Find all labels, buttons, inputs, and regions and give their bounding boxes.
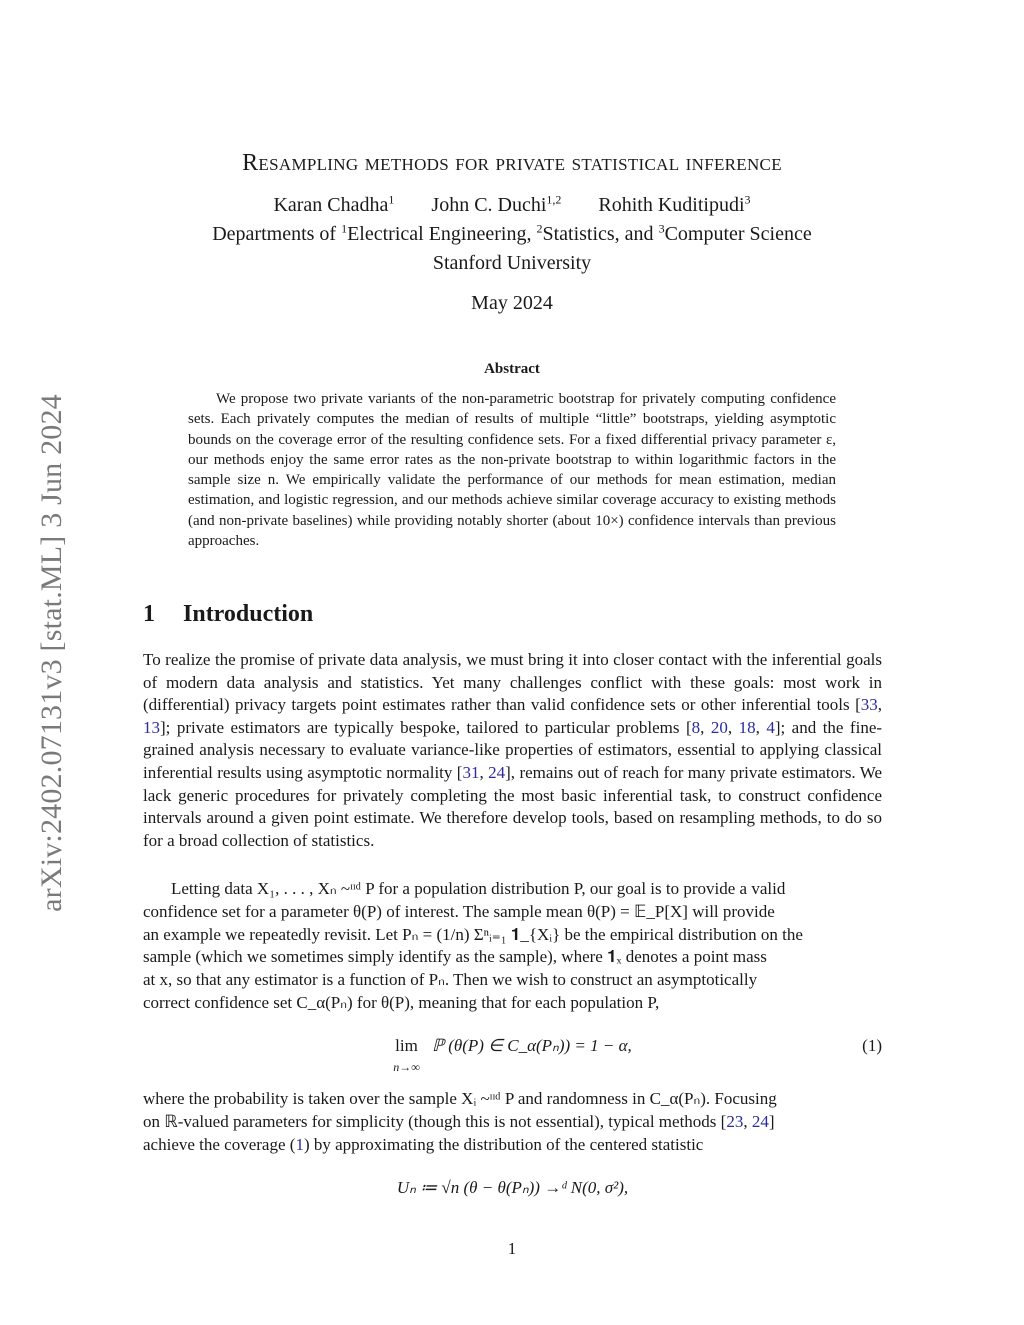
- intro-paragraph-2: [143, 878, 882, 1015]
- text-line: achieve the coverage (1) by approximating the distribution of the centered statistic: [143, 1134, 704, 1154]
- equation-number: (1): [862, 1036, 882, 1055]
- affiliation-university: Stanford University: [432, 252, 592, 274]
- citation-link[interactable]: 24: [488, 762, 506, 782]
- text-line: on ℝ-valued parameters for simplicity (though this is not essential), typical methods [23, 24]: [143, 1111, 775, 1131]
- section-number: 1: [143, 601, 155, 627]
- abstract-heading: Abstract: [484, 361, 540, 377]
- author: Rohith Kuditipudi$^3$: [598, 192, 751, 216]
- text-line: at x, so that any estimator is a function of Pₙ. Then we wish to construct an asymptotically: [143, 970, 758, 990]
- section-title: Introduction: [183, 601, 314, 627]
- text-line: correct confidence set C_α(Pₙ) for θ(P), meaning that for each population P,: [143, 992, 660, 1012]
- citation-link[interactable]: 8: [691, 717, 701, 737]
- citation-link[interactable]: 24: [751, 1111, 769, 1131]
- page-number: 1: [507, 1239, 517, 1258]
- paper-title: Resampling methods for private statistical inference: [242, 150, 782, 176]
- limit-operator: lim n→∞: [393, 1036, 420, 1074]
- equation-body: ℙ (θ(P) ∈ C_α(Pₙ)) = 1 − α,: [432, 1036, 632, 1055]
- arxiv-identifier-text: arXiv:2402.07131v3 [stat.ML] 3 Jun 2024: [35, 393, 68, 912]
- equation-body: Uₙ ≔ √n (θ − θ(Pₙ)) →ᵈ N(0, σ²),: [396, 1178, 629, 1197]
- paper-date: May 2024: [471, 292, 553, 314]
- author-list: [0, 194, 1024, 217]
- arxiv-identifier: [22, 360, 82, 945]
- citation-link[interactable]: 33: [860, 695, 878, 715]
- author: John C. Duchi$^{1,2}$: [431, 192, 562, 216]
- text-line: an example we repeatedly revisit. Let Pₙ = (1/n) Σⁿᵢ₌₁ 𝟏_{Xᵢ} be the empirical distribution on the: [143, 924, 803, 944]
- citation-link[interactable]: 4: [766, 717, 775, 737]
- citation-link[interactable]: 31: [462, 762, 480, 782]
- abstract-text: We propose two private variants of the non-parametric bootstrap for privately computing confidence sets. Each privately computes the median of results of multiple “little” bootstraps, yielding asymptotic bounds on the coverage error of the resulting confidence sets. For a fixed differential privacy parameter ε, our methods enjoy the same error rates as the non-private bootstrap to within logarithmic factors in the sample size n. We empirically validate the performance of our methods for mean estimation, median estimation, and logistic regression, and our methods achieve similar coverage accuracy to existing methods (and non-private baselines) while providing notably shorter (about 10×) confidence intervals than previous approaches.: [188, 391, 836, 550]
- author: Karan Chadha$^1$: [273, 192, 395, 216]
- citation-link[interactable]: 18: [738, 717, 756, 737]
- text-line: where the probability is taken over the sample Xᵢ ~ᶦᶦᵈ P and randomness in C_α(Pₙ). Focusing: [143, 1089, 777, 1108]
- intro-paragraph-1: To realize the promise of private data analysis, we must bring it into closer contact with the inferential goals of modern data analysis and statistics. Yet many challenges conflict with these goals: most work in (differential) privacy targets point estimates rather than valid confidence sets or other inferential tools [33, 13]; private estimators are typically bespoke, tailored to particular problems [8, 20, 18, 4]; and the fine-grained analysis necessary to evaluate variance-like properties of estimators, essential to applying classical inferential results using asymptotic normality [31, 24], remains out of reach for many private estimators. We lack generic procedures for privately completing the most basic inferential task, to construct confidence intervals around a given point estimate. We therefore develop tools, based on resampling methods, to do so for a broad collection of statistics.: [143, 650, 883, 850]
- text-line: Letting data X₁, . . . , Xₙ ~ᶦᶦᵈ P for a population distribution P, our goal is to provide a valid: [171, 879, 786, 898]
- citation-link[interactable]: 13: [143, 717, 160, 737]
- equation-reference-link[interactable]: 1: [295, 1134, 304, 1154]
- text-line: confidence set for a parameter θ(P) of interest. The sample mean θ(P) = 𝔼_P[X] will provide: [143, 901, 775, 921]
- equation-1: [143, 1036, 882, 1074]
- section-heading: [143, 601, 313, 628]
- text-line: sample (which we sometimes simply identify as the sample), where 𝟏ₓ denotes a point mass: [143, 947, 767, 967]
- affiliation-departments: Departments of $^1$Electrical Engineering, $^2$Statistics, and $^3$Computer Science: [212, 221, 812, 245]
- intro-paragraph-3: [143, 1088, 882, 1156]
- citation-link[interactable]: 23: [726, 1111, 744, 1131]
- citation-link[interactable]: 20: [710, 717, 728, 737]
